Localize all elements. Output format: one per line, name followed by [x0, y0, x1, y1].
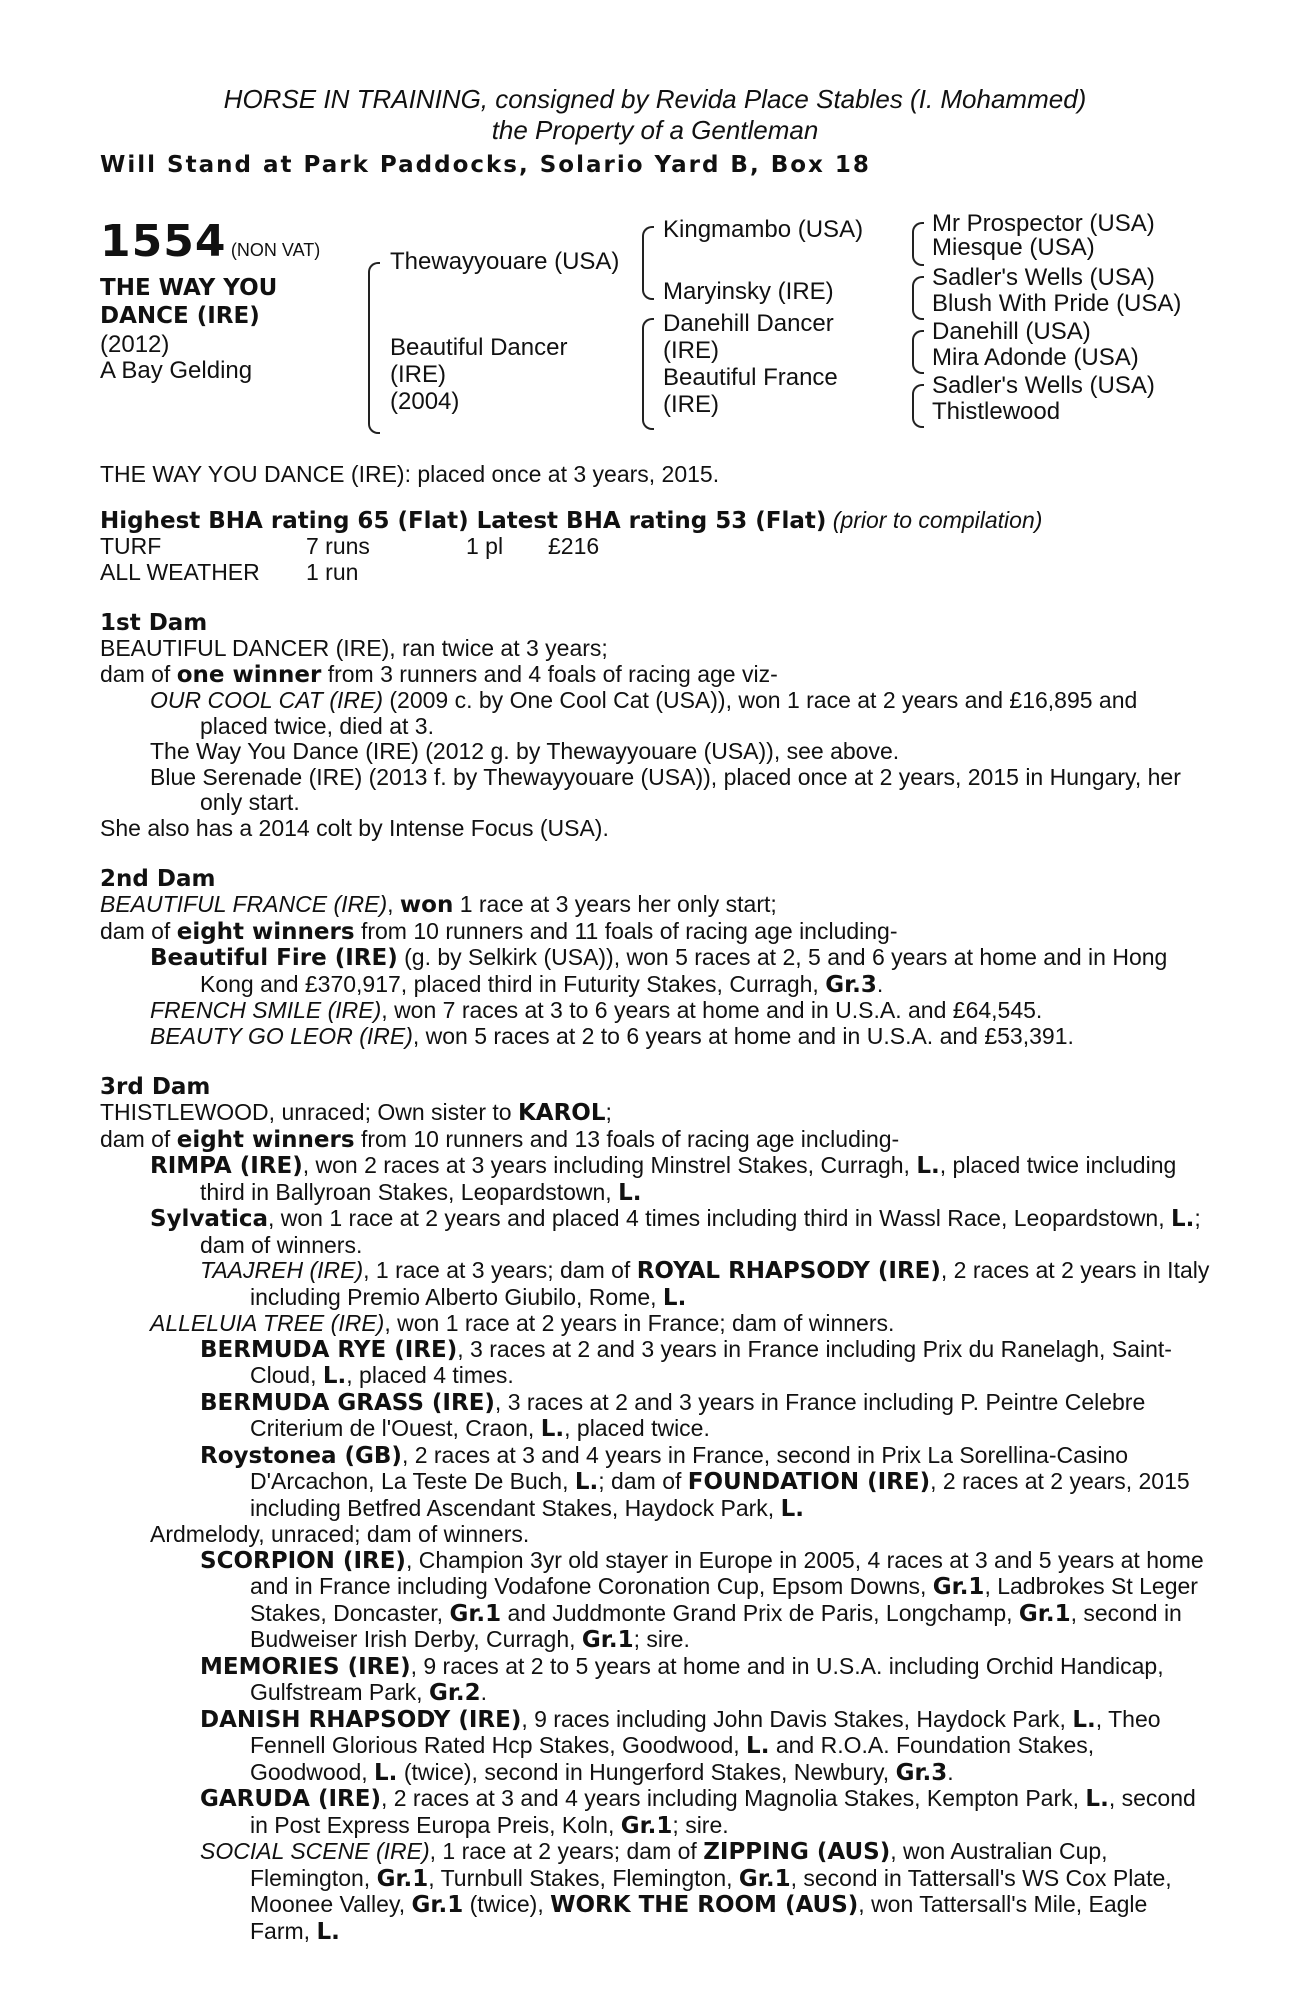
third-dam-produce-summary: dam of eight winners from 10 runners and 13 foals of racing age including-: [100, 1125, 900, 1153]
second-dam-heading: 2nd Dam: [100, 866, 216, 892]
produce-entry: FRENCH SMILE (IRE), won 7 races at 3 to 6 years at home and in U.S.A. and £64,545.: [150, 997, 1043, 1023]
grand-produce-entry: TAAJREH (IRE), 1 race at 3 years; dam of ROYAL RHAPSODY (IRE), 2 races at 2 years in Italy including Premio Alberto Giubilo, Rome, L.: [200, 1257, 1210, 1311]
sire-sire: Kingmambo (USA): [663, 216, 864, 243]
property-line: the Property of a Gentleman: [491, 115, 819, 145]
third-dam-section: [100, 1074, 1210, 1945]
horse-description: A Bay Gelding: [100, 357, 253, 384]
dam-name-line1: Beautiful Dancer: [390, 334, 568, 361]
grand-produce-entry: GARUDA (IRE), 2 races at 3 and 4 years including Magnolia Stakes, Kempton Park, L., second in Post Express Europa Preis, Koln, Gr.1; sire.: [200, 1785, 1196, 1839]
foaling-year: (2012): [100, 331, 170, 358]
produce-entry: Blue Serenade (IRE) (2013 f. by Thewayyouare (USA)), placed once at 2 years, 2015 in Hungary, her only start.: [150, 763, 1181, 815]
horse-name-line2: DANCE (IRE): [100, 303, 260, 329]
dam-dam: [663, 364, 838, 418]
produce-entry: ALLELUIA TREE (IRE), won 1 race at 2 years in France; dam of winners.: [150, 1310, 895, 1336]
sire-dam-sire: Sadler's Wells (USA): [932, 264, 1155, 291]
dam-dam-line1: Beautiful France: [663, 364, 838, 391]
dam-year: (2004): [390, 388, 460, 415]
gen3-brace-1: [912, 222, 924, 266]
bha-ratings: Highest BHA rating 65 (Flat) Latest BHA rating 53 (Flat): [100, 507, 827, 534]
first-dam-heading: 1st Dam: [100, 610, 208, 636]
turf-placed: 1 pl: [466, 533, 504, 559]
dam-name-line2: (IRE): [390, 361, 446, 388]
dam-dam-sire: Sadler's Wells (USA): [932, 372, 1155, 399]
third-dam-intro: THISTLEWOOD, unraced; Own sister to KAROL;: [100, 1099, 612, 1126]
lot-number-block: [100, 216, 320, 267]
grand-produce-entry: Roystonea (GB), 2 races at 3 and 4 years in France, second in Prix La Sorellina-Casino D'Arcachon, La Teste De Buch, L.; dam of FOUNDATION (IRE), 2 races at 2 years, 2015 including Betfred Ascendant Stakes, Haydock Park, L.: [200, 1441, 1190, 1522]
dam-dam-dam: Thistlewood: [932, 398, 1061, 425]
aw-runs: 1 run: [306, 558, 359, 585]
consignor-line: HORSE IN TRAINING, consigned by Revida Place Stables (I. Mohammed): [223, 84, 1087, 114]
grand-produce-entry: BERMUDA GRASS (IRE), 3 races at 2 and 3 years in France including P. Peintre Celebre Criterium de l'Ouest, Craon, L., placed twice.: [200, 1388, 1146, 1442]
second-dam-produce-summary: dam of eight winners from 10 runners and 11 foals of racing age including-: [100, 917, 898, 945]
dam-dam-line2: (IRE): [663, 391, 719, 418]
dam-sire-sire: Danehill (USA): [932, 318, 1091, 345]
second-dam-section: [100, 866, 1210, 1049]
sire-name: Thewayyouare (USA): [390, 248, 620, 275]
produce-entry: Ardmelody, unraced; dam of winners.: [150, 1521, 530, 1547]
grand-produce-entry: SCORPION (IRE), Champion 3yr old stayer in Europe in 2005, 4 races at 3 and 5 years at home and in France including Vodafone Coronation Cup, Epsom Downs, Gr.1, Ladbrokes St Leger Stakes, Doncaster, Gr.1 and Juddmonte Grand Prix de Paris, Longchamp, Gr.1, second in Budweiser Irish Derby, Curragh, Gr.1; sire.: [200, 1546, 1204, 1653]
grand-produce-entry: MEMORIES (IRE), 9 races at 2 to 5 years at home and in U.S.A. including Orchid Handicap, Gulfstream Park, Gr.2.: [200, 1652, 1164, 1706]
dam-parents-brace: [642, 318, 654, 430]
gen3-brace-3: [912, 330, 924, 374]
sire-parents-brace: [642, 226, 654, 300]
first-dam-intro: BEAUTIFUL DANCER (IRE), ran twice at 3 years;: [100, 635, 608, 661]
first-dam-also: She also has a 2014 colt by Intense Focus (USA).: [100, 814, 609, 841]
gen3-brace-4: [912, 384, 924, 428]
third-dam-heading: 3rd Dam: [100, 1074, 211, 1100]
ratings-block: [100, 508, 1210, 586]
sire-dam-brace: [368, 262, 380, 434]
grand-produce-entry: SOCIAL SCENE (IRE), 1 race at 2 years; dam of ZIPPING (AUS), won Australian Cup, Flemington, Gr.1, Turnbull Stakes, Flemington, Gr.1, second in Tattersall's WS Cox Plate, Moonee Valley, Gr.1 (twice), WORK THE ROOM (AUS), won Tattersall's Mile, Eagle Farm, L.: [200, 1838, 1172, 1945]
turf-record: [100, 534, 1210, 560]
lot-number: 1554: [100, 216, 227, 267]
dam-sire-line2: (IRE): [663, 337, 719, 364]
horse-info: [100, 332, 252, 384]
dam-sire: [663, 310, 834, 364]
produce-entry: Sylvatica, won 1 race at 2 years and placed 4 times including third in Wassl Race, Leopardstown, L.; dam of winners.: [150, 1205, 1201, 1258]
horse-name-line1: THE WAY YOU: [100, 275, 278, 301]
first-dam-produce-summary: dam of one winner from 3 runners and 4 foals of racing age viz-: [100, 660, 778, 688]
produce-entry: RIMPA (IRE), won 2 races at 3 years including Minstrel Stakes, Curragh, L., placed twice including third in Ballyroan Stakes, Leopardstown, L.: [150, 1152, 1177, 1206]
aw-record: [100, 560, 1210, 586]
catalogue-page: [100, 84, 1210, 1945]
vat-status: (NON VAT): [230, 240, 321, 260]
dam-name: [390, 334, 567, 415]
grand-produce-entry: DANISH RHAPSODY (IRE), 9 races including John Davis Stakes, Haydock Park, L., Theo Fennell Glorious Rated Hcp Stakes, Goodwood, L. and R.O.A. Foundation Stakes, Goodwood, L. (twice), second in Hungerford Stakes, Newbury, Gr.3.: [200, 1705, 1161, 1786]
turf-money: £216: [548, 533, 600, 559]
pedigree-block: [100, 210, 1210, 454]
stabling-line: Will Stand at Park Paddocks, Solario Yard B, Box 18: [100, 152, 871, 178]
dam-sire-dam: Mira Adonde (USA): [932, 344, 1139, 371]
turf-label: TURF: [100, 533, 162, 559]
gen3-brace-2: [912, 276, 924, 320]
produce-entry: Beautiful Fire (IRE) (g. by Selkirk (USA)), won 5 races at 2, 5 and 6 years at home and in Hong Kong and £370,917, placed third in Futurity Stakes, Curragh, Gr.3.: [150, 944, 1168, 998]
dam-sire-line1: Danehill Dancer: [663, 310, 834, 337]
race-summary: THE WAY YOU DANCE (IRE): placed once at 3 years, 2015.: [100, 461, 720, 487]
sire-sire-dam: Miesque (USA): [932, 234, 1095, 261]
turf-runs: 7 runs: [306, 533, 370, 559]
sire-dam-dam: Blush With Pride (USA): [932, 290, 1182, 317]
produce-entry: The Way You Dance (IRE) (2012 g. by Thewayyouare (USA)), see above.: [150, 738, 900, 764]
horse-name: [100, 274, 330, 330]
first-dam-section: [100, 610, 1210, 841]
sire-dam: Maryinsky (IRE): [663, 278, 834, 305]
ratings-note: (prior to compilation): [832, 506, 1043, 533]
produce-entry: OUR COOL CAT (IRE) (2009 c. by One Cool Cat (USA)), won 1 race at 2 years and £16,895 and placed twice, died at 3.: [150, 687, 1138, 739]
produce-entry: BEAUTY GO LEOR (IRE), won 5 races at 2 to 6 years at home and in U.S.A. and £53,391.: [150, 1022, 1074, 1049]
grand-produce-entry: BERMUDA RYE (IRE), 3 races at 2 and 3 years in France including Prix du Ranelagh, Saint-Cloud, L., placed 4 times.: [200, 1335, 1172, 1389]
aw-label: ALL WEATHER: [100, 558, 260, 585]
second-dam-intro: BEAUTIFUL FRANCE (IRE), won 1 race at 3 years her only start;: [100, 891, 777, 918]
sire-sire-sire: Mr Prospector (USA): [932, 210, 1155, 237]
bha-ratings-line: [100, 508, 1210, 535]
